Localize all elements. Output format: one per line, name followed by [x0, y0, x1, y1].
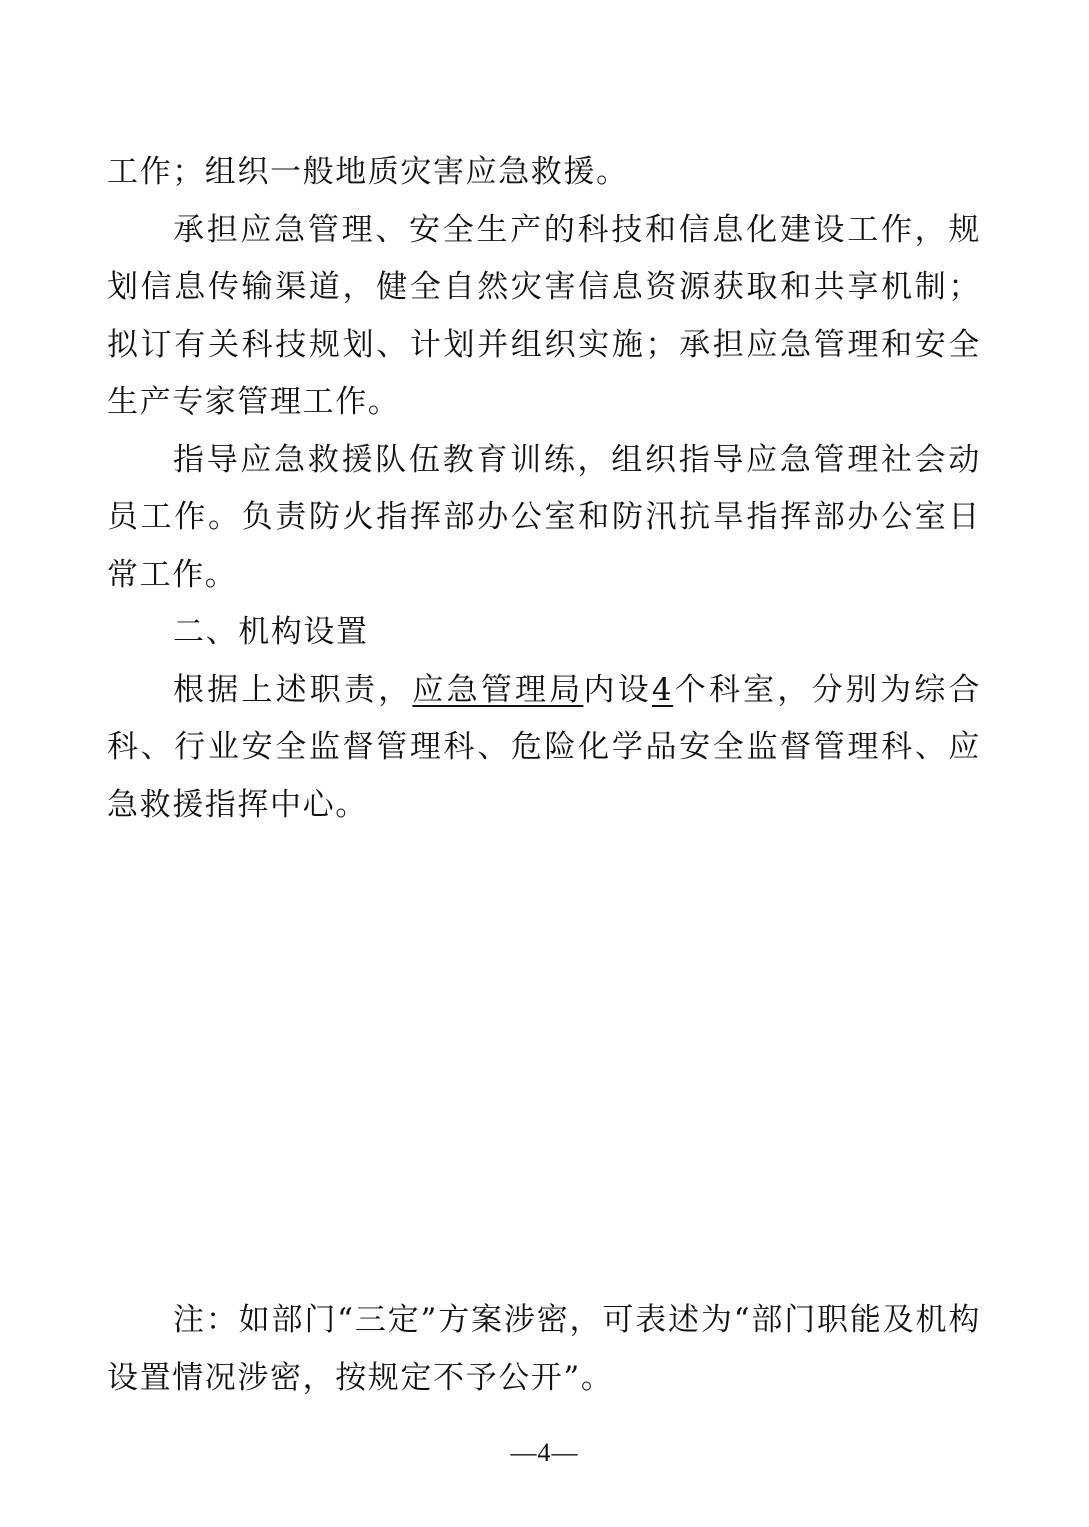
- paragraph-rescue-training: 指导应急救援队伍教育训练，组织指导应急管理社会动员工作。负责防火指挥部办公室和防汛抗旱指挥部办公室日常工作。: [107, 441, 981, 593]
- note-text: 注：如部门“三定”方案涉密，可表述为“部门职能及机构设置情况涉密，按规定不予公开”。: [107, 1302, 981, 1396]
- org-setup-text-1: 根据上述职责，: [173, 671, 413, 708]
- section-heading-org-setup: 二、机构设置: [173, 614, 369, 650]
- agency-name: 应急管理局: [412, 671, 584, 708]
- page-number: —4—: [510, 1438, 579, 1467]
- paragraph-continued: 工作；组织一般地质灾害应急救援。: [107, 154, 629, 190]
- note-block: [107, 1292, 981, 1407]
- section-count: 4: [651, 671, 674, 708]
- org-setup-text-2: 内设: [583, 671, 652, 708]
- org-setup-text-3: 个科室，分别为综合科、行业安全监督管理科、危险化学品安全监督管理科、应急救援指挥中心。: [107, 671, 981, 823]
- paragraph-org-setup: [107, 662, 981, 835]
- paragraph-science-tech: 承担应急管理、安全生产的科技和信息化建设工作，规划信息传输渠道，健全自然灾害信息资源获取和共享机制；拟订有关科技规划、计划并组织实施；承担应急管理和安全生产专家管理工作。: [107, 211, 981, 420]
- main-text: [107, 144, 981, 834]
